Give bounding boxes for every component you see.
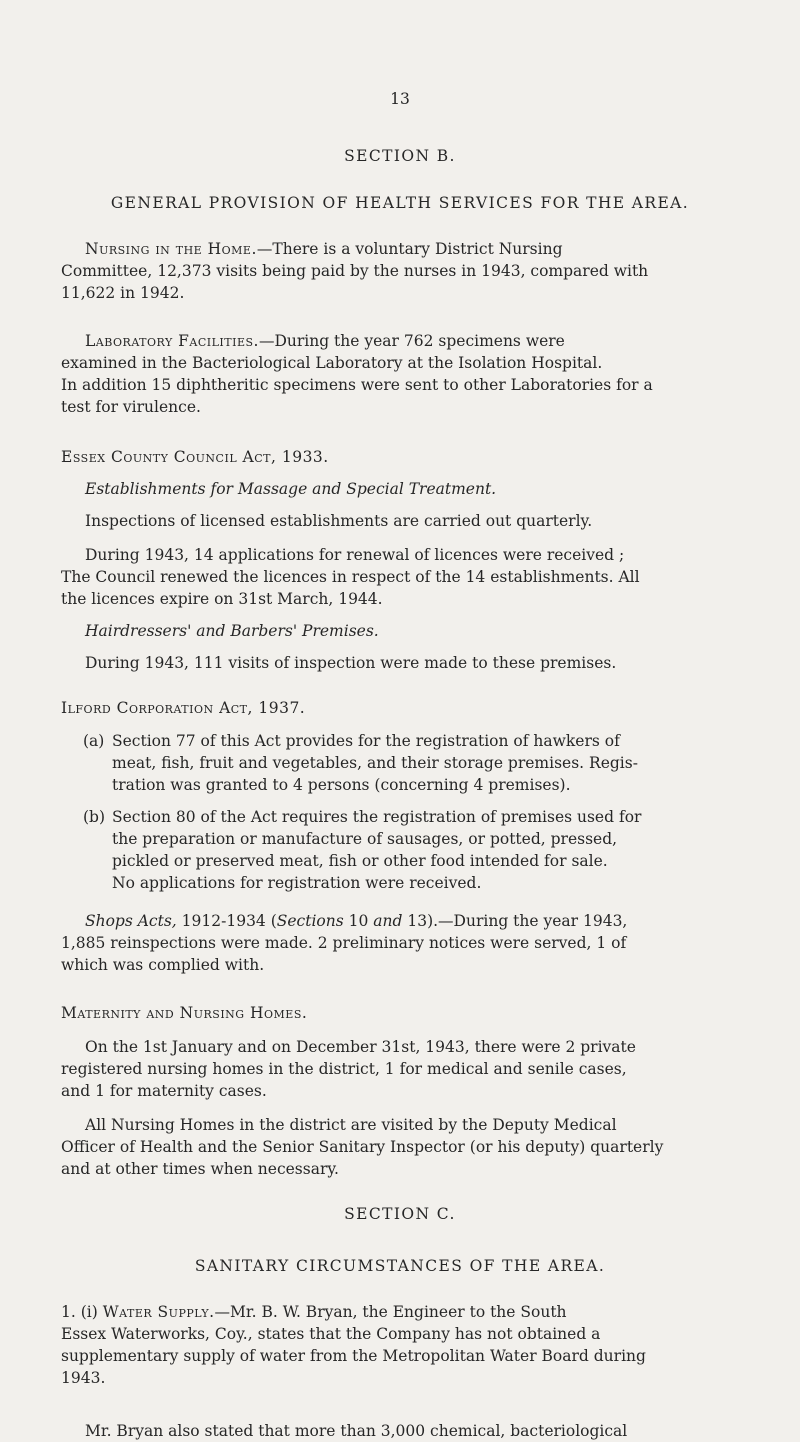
maternity-heading: Maternity and Nursing Homes. (61, 1004, 308, 1022)
ilford-act-heading: Ilford Corporation Act, 1937. (61, 699, 306, 717)
item-b-line-2: the preparation or manufacture of sausages, or potted, pressed, (112, 830, 618, 848)
item-a-line-2: meat, fish, fruit and vegetables, and their storage premises. Regis- (112, 754, 638, 772)
section-b-heading: SECTION B. (344, 147, 456, 165)
shops-line-2: 1,885 reinspections were made. 2 preliminary notices were served, 1 of (61, 934, 627, 952)
renewal-line-1: During 1943, 14 applications for renewal of licences were received ; (85, 546, 625, 564)
maternity-para2-line-2: Officer of Health and the Senior Sanitary Inspector (or his deputy) quarterly (61, 1138, 664, 1156)
laboratory-label: Laboratory Facilities. (85, 332, 259, 350)
shops-line-1: Shops Acts, 1912-1934 (Sections 10 and 13).—During the year 1943, (85, 912, 628, 930)
renewal-line-3: the licences expire on 31st March, 1944. (61, 590, 383, 608)
nursing-paragraph-line-2: Committee, 12,373 visits being paid by the nurses in 1943, compared with (61, 262, 649, 280)
maternity-para2-line-1: All Nursing Homes in the district are visited by the Deputy Medical (85, 1116, 617, 1134)
shops-label: Shops Acts, (85, 912, 177, 930)
laboratory-paragraph-line-3: In addition 15 diphtheritic specimens were sent to other Laboratories for a (61, 376, 653, 394)
maternity-para2-line-3: and at other times when necessary. (61, 1160, 339, 1178)
item-b-line-1: Section 80 of the Act requires the registration of premises used for (112, 808, 642, 826)
item-b-marker: (b) (83, 808, 106, 826)
laboratory-paragraph-line-2: examined in the Bacteriological Laboratory at the Isolation Hospital. (61, 354, 603, 372)
maternity-para1-line-3: and 1 for maternity cases. (61, 1082, 267, 1100)
nursing-paragraph-line-3: 11,622 in 1942. (61, 284, 185, 302)
section-b-title: GENERAL PROVISION OF HEALTH SERVICES FOR THE AREA. (110, 194, 690, 212)
massage-heading: Establishments for Massage and Special Treatment. (85, 480, 497, 498)
water-line-4: 1943. (61, 1369, 106, 1387)
essex-act-heading: Essex County Council Act, 1933. (61, 448, 329, 466)
section-c-title: SANITARY CIRCUMSTANCES OF THE AREA. (194, 1257, 606, 1275)
hairdressers-heading: Hairdressers' and Barbers' Premises. (85, 622, 379, 640)
item-b-line-3: pickled or preserved meat, fish or other food intended for sale. (112, 852, 608, 870)
water-supply-label: Water Supply. (102, 1303, 215, 1321)
maternity-para1-line-2: registered nursing homes in the district, 1 for medical and senile cases, (61, 1060, 627, 1078)
laboratory-paragraph-line-4: test for virulence. (61, 398, 201, 416)
nursing-label: Nursing in the Home. (85, 240, 257, 258)
section-c-heading: SECTION C. (344, 1205, 456, 1223)
item-a-marker: (a) (83, 732, 105, 750)
item-a-line-1: Section 77 of this Act provides for the registration of hawkers of (112, 732, 620, 750)
laboratory-paragraph-line-1: Laboratory Facilities.—During the year 762 specimens were (85, 332, 565, 350)
shops-line-3: which was complied with. (61, 956, 265, 974)
item-b-line-4: No applications for registration were received. (112, 874, 482, 892)
hairdressers-text: During 1943, 111 visits of inspection were made to these premises. (85, 654, 617, 672)
maternity-para1-line-1: On the 1st January and on December 31st, 1943, there were 2 private (85, 1038, 636, 1056)
water-para2-line-1: Mr. Bryan also stated that more than 3,000 chemical, bacteriological (85, 1422, 628, 1440)
water-line-2: Essex Waterworks, Coy., states that the Company has not obtained a (61, 1325, 601, 1343)
water-line-1: 1. (i) Water Supply.—Mr. B. W. Bryan, the Engineer to the South (61, 1303, 567, 1321)
item-a-line-3: tration was granted to 4 persons (concerning 4 premises). (112, 776, 571, 794)
page-number: 13 (390, 90, 410, 108)
inspections-text: Inspections of licensed establishments are carried out quarterly. (85, 512, 593, 530)
renewal-line-2: The Council renewed the licences in respect of the 14 establishments. All (61, 568, 640, 586)
nursing-paragraph-line-1: Nursing in the Home.—There is a voluntary District Nursing (85, 240, 563, 258)
water-line-3: supplementary supply of water from the Metropolitan Water Board during (61, 1347, 646, 1365)
